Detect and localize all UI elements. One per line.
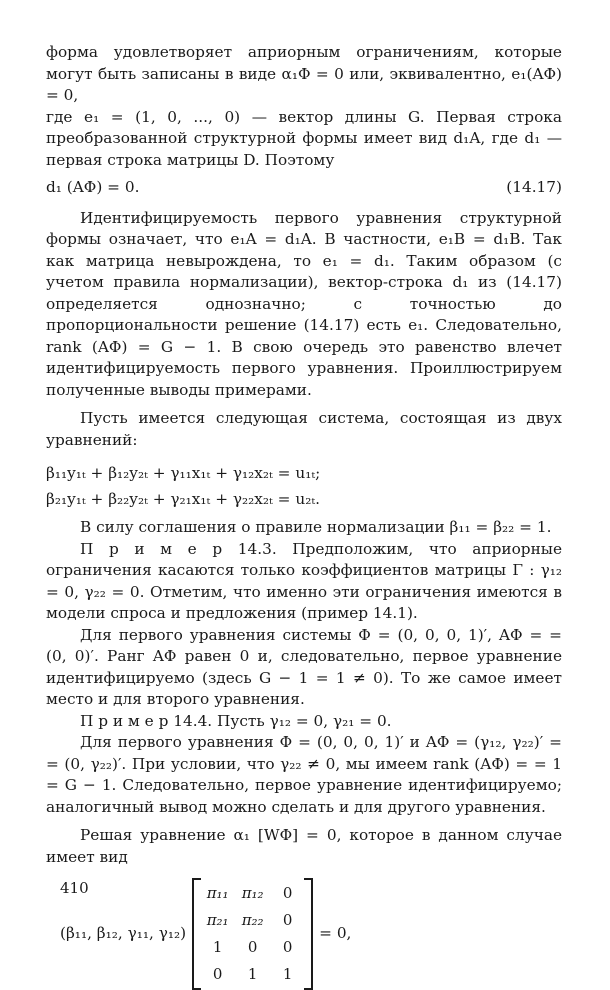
paragraph-2: где e₁ = (1, 0, ..., 0) — вектор длины G. Первая строка преобразованной структурной формы имеет вид d₁A, где d₁ — первая строка матрицы D. Поэтому bbox=[46, 107, 562, 169]
matrix-cell: π₂₂ bbox=[241, 910, 264, 929]
matrix-cell: 1 bbox=[212, 937, 223, 956]
system-equation-1: β₁₁y₁ₜ + β₁₂y₂ₜ + γ₁₁x₁ₜ + γ₁₂x₂ₜ = u₁ₜ; bbox=[46, 464, 321, 482]
matrix bbox=[192, 878, 313, 990]
matrix-cell: 1 bbox=[282, 964, 293, 983]
matrix-cell: 0 bbox=[282, 937, 293, 956]
equation-14-17-number: (14.17) bbox=[506, 178, 562, 196]
system-equation-2: β₂₁y₁ₜ + β₂₂y₂ₜ + γ₂₁x₁ₜ + γ₂₂x₂ₜ = u₂ₜ. bbox=[46, 489, 320, 508]
matrix-cell: π₂₁ bbox=[206, 910, 229, 929]
paragraph-1: форма удовлетворяет априорным ограничениям, которые могут быть записаны в виде α₁Φ = 0 или, эквивалентно, e₁(AΦ) = 0, bbox=[46, 43, 562, 104]
page-number: 410 bbox=[60, 879, 89, 897]
equation-14-17-body: d₁ (AΦ) = 0. bbox=[46, 178, 140, 196]
paragraph-7: Для первого уравнения системы Φ = (0, 0, 0, 1)′, AΦ = = (0, 0)′. Ранг AΦ равен 0 и, следовательно, первое уравнение идентифицируемо (здесь G − 1 = 1 ≠ 0). То же самое имеет место и для второго уравнения. bbox=[46, 625, 562, 708]
example-14-4: П р и м е р 14.4. Пусть γ₁₂ = 0, γ₂₁ = 0. bbox=[80, 711, 392, 730]
matrix-table bbox=[200, 880, 305, 988]
paragraph-10: Решая уравнение α₁ [WΦ] = 0, которое в данном случае имеет вид bbox=[46, 826, 562, 866]
matrix-cell: π₁₁ bbox=[206, 883, 229, 902]
matrix-rhs: = 0, bbox=[319, 924, 352, 943]
matrix-cell: 1 bbox=[247, 964, 258, 983]
paragraph-9: Для первого уравнения Φ = (0, 0, 0, 1)′ и AΦ = (γ₁₂, γ₂₂)′ = = (0, γ₂₂)′. При условии, что γ₂₂ ≠ 0, мы имеем rank (AΦ) = = 1 = G − 1. Следовательно, первое уравнение идентифицируемо; аналогичный вывод можно сделать и для другого уравнения. bbox=[46, 733, 562, 816]
matrix-cell: 0 bbox=[282, 910, 293, 929]
coefficient-vector: (β₁₁, β₁₂, γ₁₁, γ₁₂) bbox=[60, 924, 187, 943]
paragraph-4: Пусть имеется следующая система, состоящая из двух уравнений: bbox=[46, 409, 562, 449]
example-14-3: П р и м е р 14.3. Предположим, что априорные ограничения касаются только коэффициентов матрицы Γ : γ₁₂ = 0, γ₂₂ = 0. Отметим, что именно эти ограничения имеются в модели спроса и предложения (пример 14.1). bbox=[46, 539, 562, 622]
paragraph-5: В силу соглашения о правиле нормализации β₁₁ = β₂₂ = 1. bbox=[80, 518, 552, 536]
matrix-cell: 0 bbox=[282, 883, 293, 902]
equation-14-17 bbox=[46, 177, 562, 199]
matrix-equation bbox=[60, 878, 562, 990]
paragraph-3: Идентифицируемость первого уравнения структурной формы означает, что e₁A = d₁A. В частности, e₁B = d₁B. Так как матрица невырождена, то e₁ = d₁. Таким образом (с учетом правила нормализации), вектор-строка d₁ из (14.17) определяется однозначно; с точностью до пропорциональности решение (14.17) есть e₁. Следовательно, rank (AΦ) = G − 1. В свою очередь это равенство влечет идентифицируемость первого уравнения. Проиллюстрируем полученные выводы примерами. bbox=[46, 208, 562, 399]
page-body bbox=[46, 42, 562, 990]
matrix-cell: 0 bbox=[247, 937, 258, 956]
matrix-cell: π₁₂ bbox=[241, 883, 264, 902]
matrix-cell: 0 bbox=[212, 964, 223, 983]
